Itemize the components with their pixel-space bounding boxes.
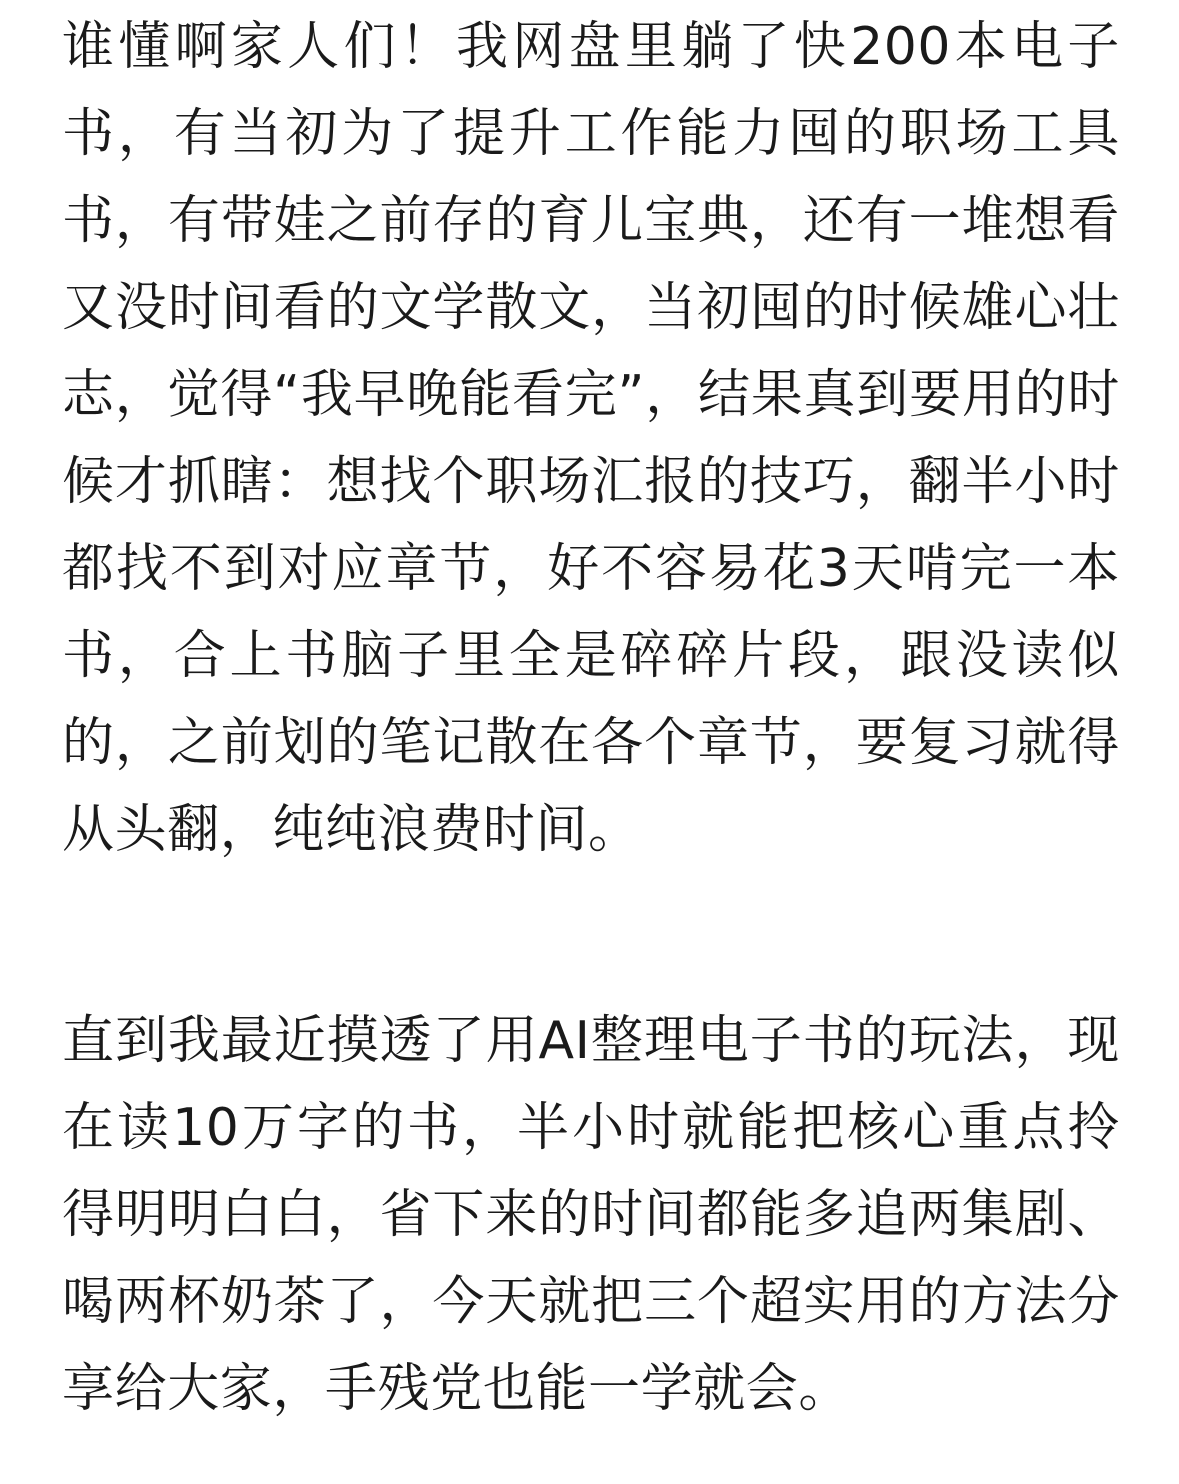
paragraph-intro: 谁懂啊家人们！我网盘里躺了快200本电子书，有当初为了提升工作能力囤的职场工具书，有带娃之前存的育儿宝典，还有一堆想看又没时间看的文学散文，当初囤的时候雄心壮志，觉得“我早晚能看完”，结果真到要用的时候才抓瞎：想找个职场汇报的技巧，翻半小时都找不到对应章节，好不容易花3天啃完一本书，合上书脑子里全是碎碎片段，跟没读似的，之前划的笔记散在各个章节，要复习就得从头翻，纯纯浪费时间。 bbox=[62, 17, 1120, 860]
paragraph-method: 直到我最近摸透了用AI整理电子书的玩法，现在读10万字的书，半小时就能把核心重点拎得明明白白，省下来的时间都能多追两集剧、喝两杯奶茶了，今天就把三个超实用的方法分享给大家，手残党也能一学就会。 bbox=[62, 1011, 1120, 1419]
article-body bbox=[62, 4, 1120, 1433]
